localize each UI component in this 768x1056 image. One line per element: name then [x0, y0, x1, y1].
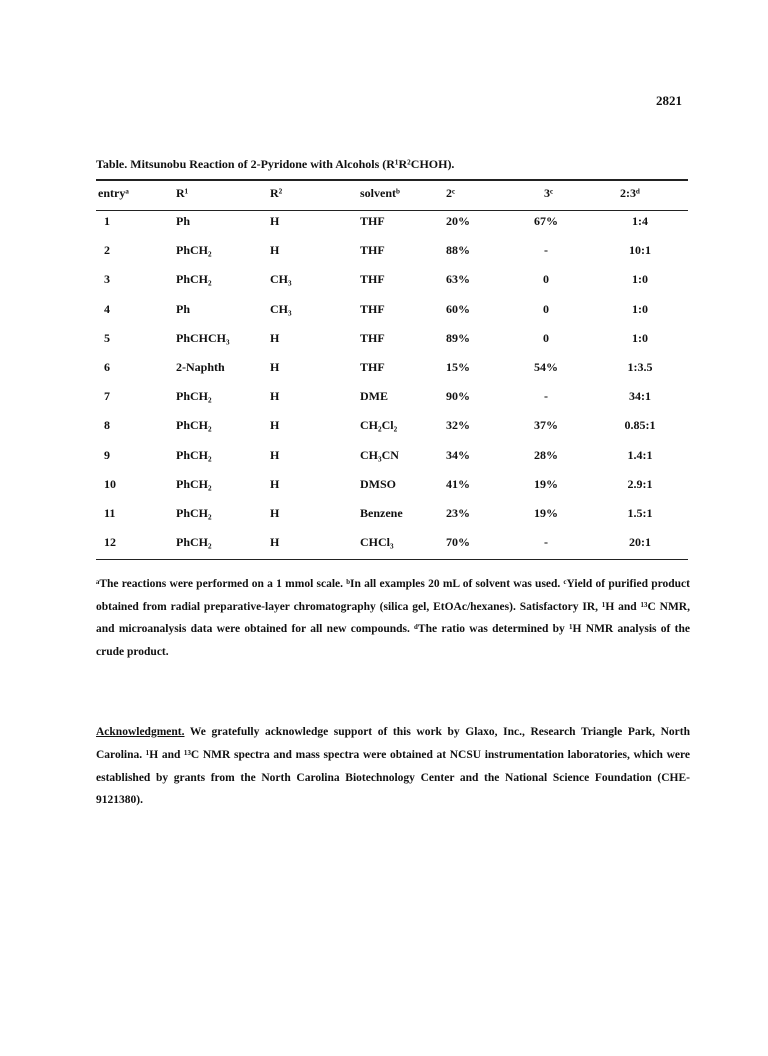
table-row	[96, 448, 688, 477]
table-body	[96, 214, 688, 564]
cell-entry: 8	[104, 418, 110, 433]
cell-ratio: 1:4	[632, 214, 648, 228]
cell-yield-3: 19%	[534, 505, 558, 520]
cell-r2: H	[270, 505, 280, 520]
cell-yield-2: 89%	[446, 330, 470, 345]
cell-ratio: 1:0	[632, 301, 648, 316]
table-bottom-rule	[96, 559, 688, 560]
cell-yield-2: 70%	[446, 535, 470, 550]
table-header-row	[96, 186, 688, 206]
cell-solvent: THF	[360, 330, 385, 345]
table-row	[96, 214, 688, 243]
cell-yield-3: 19%	[534, 476, 558, 491]
cell-r1: Ph	[176, 301, 191, 316]
header-entry: entryᵃ	[98, 186, 129, 200]
cell-r2: H	[270, 389, 280, 404]
cell-solvent: THF	[360, 301, 385, 316]
cell-solvent: THF	[360, 243, 385, 258]
cell-yield-2: 15%	[446, 359, 470, 374]
cell-r1: PhCH₂	[176, 243, 212, 258]
header-r1: R¹	[176, 186, 189, 200]
cell-ratio: 0.85:1	[624, 418, 656, 433]
cell-r2: H	[270, 476, 280, 491]
cell-entry: 6	[104, 359, 110, 374]
cell-r1: 2-Naphth	[176, 359, 225, 374]
cell-r1: PhCH₂	[176, 476, 212, 491]
cell-entry: 4	[104, 301, 110, 316]
table-row	[96, 243, 688, 272]
table-footnotes: ᵃThe reactions were performed on a 1 mmol scale. ᵇIn all examples 20 mL of solvent was used. ᶜYield of purified product obtained from radial preparative-layer chromatography (silica gel, EtOAc/hexanes). Satisfactory IR, ¹H and ¹³C NMR, and microanalysis data were obtained for all new compounds. ᵈThe ratio was determined by ¹H NMR analysis of the crude product.	[96, 578, 690, 658]
table-row	[96, 302, 688, 331]
cell-entry: 10	[104, 476, 116, 491]
table-row	[96, 506, 688, 535]
header-yield-3: 3ᶜ	[544, 186, 554, 200]
table-row	[96, 272, 688, 301]
cell-yield-2: 88%	[446, 243, 470, 258]
cell-entry: 3	[104, 272, 110, 287]
cell-yield-3: 0	[543, 330, 549, 345]
table-row	[96, 360, 688, 389]
header-yield-2: 2ᶜ	[446, 186, 456, 200]
header-ratio: 2:3ᵈ	[620, 186, 640, 200]
cell-ratio: 1.4:1	[627, 447, 653, 462]
cell-yield-3: -	[544, 389, 548, 404]
table-header-rule	[96, 210, 688, 211]
cell-yield-2: 23%	[446, 505, 470, 520]
cell-yield-2: 63%	[446, 272, 470, 287]
cell-solvent: THF	[360, 214, 385, 228]
cell-solvent: CH₂Cl₂	[360, 418, 398, 433]
cell-r2: H	[270, 214, 280, 228]
cell-r2: H	[270, 359, 280, 374]
cell-r2: H	[270, 418, 280, 433]
cell-r1: PhCH₂	[176, 535, 212, 550]
cell-yield-3: 37%	[534, 418, 558, 433]
cell-solvent: CHCl₃	[360, 535, 394, 550]
cell-solvent: DME	[360, 389, 388, 404]
cell-r1: PhCH₂	[176, 389, 212, 404]
cell-ratio: 20:1	[629, 535, 651, 550]
cell-r1: PhCH₂	[176, 447, 212, 462]
acknowledgment-paragraph	[96, 721, 690, 812]
cell-yield-3: -	[544, 243, 548, 258]
cell-yield-3: 28%	[534, 447, 558, 462]
cell-r2: H	[270, 243, 280, 258]
cell-ratio: 1:0	[632, 272, 648, 287]
acknowledgment-text: We gratefully acknowledge support of this work by Glaxo, Inc., Research Triangle Park, North Carolina. ¹H and ¹³C NMR spectra and mass spectra were obtained at NCSU instrumentation laboratories, which were established by grants from the North Carolina Biotechnology Center and the National Science Foundation (CHE-9121380).	[96, 726, 690, 807]
table-row	[96, 331, 688, 360]
cell-entry: 9	[104, 447, 110, 462]
cell-entry: 7	[104, 389, 110, 404]
cell-yield-2: 60%	[446, 301, 470, 316]
table-caption: Table. Mitsunobu Reaction of 2-Pyridone with Alcohols (R¹R²CHOH).	[96, 157, 455, 171]
cell-yield-3: -	[544, 535, 548, 550]
cell-r2: CH₃	[270, 272, 292, 287]
cell-yield-3: 67%	[534, 214, 558, 228]
cell-ratio: 2.9:1	[627, 476, 653, 491]
cell-ratio: 1:0	[632, 330, 648, 345]
cell-entry: 12	[104, 535, 116, 550]
cell-yield-2: 20%	[446, 214, 470, 228]
cell-r2: H	[270, 535, 280, 550]
cell-r1: PhCH₂	[176, 418, 212, 433]
table-row	[96, 418, 688, 447]
cell-r2: CH₃	[270, 301, 292, 316]
table-row	[96, 477, 688, 506]
cell-solvent: Benzene	[360, 505, 403, 520]
cell-r1: PhCH₂	[176, 505, 212, 520]
table-row	[96, 389, 688, 418]
cell-yield-2: 90%	[446, 389, 470, 404]
header-r2: R²	[270, 186, 283, 200]
acknowledgment-heading: Acknowledgment.	[96, 726, 185, 738]
cell-ratio: 1.5:1	[627, 505, 653, 520]
cell-entry: 5	[104, 330, 110, 345]
cell-r2: H	[270, 447, 280, 462]
cell-solvent: CH₃CN	[360, 447, 399, 462]
cell-solvent: THF	[360, 272, 385, 287]
cell-yield-3: 54%	[534, 359, 558, 374]
cell-r1: PhCHCH₃	[176, 330, 230, 345]
cell-yield-2: 41%	[446, 476, 470, 491]
cell-yield-3: 0	[543, 272, 549, 287]
cell-entry: 1	[104, 214, 110, 228]
cell-r2: H	[270, 330, 280, 345]
cell-r1: Ph	[176, 214, 191, 228]
cell-entry: 11	[104, 505, 116, 520]
page-number: 2821	[656, 93, 682, 108]
cell-entry: 2	[104, 243, 110, 258]
cell-ratio: 10:1	[629, 243, 651, 258]
header-solvent: solventᵇ	[360, 186, 400, 200]
cell-yield-3: 0	[543, 301, 549, 316]
cell-ratio: 1:3.5	[627, 359, 653, 374]
cell-yield-2: 32%	[446, 418, 470, 433]
table-top-rule	[96, 179, 688, 181]
cell-solvent: DMSO	[360, 476, 396, 491]
cell-r1: PhCH₂	[176, 272, 212, 287]
cell-yield-2: 34%	[446, 447, 470, 462]
cell-ratio: 34:1	[629, 389, 651, 404]
cell-solvent: THF	[360, 359, 385, 374]
